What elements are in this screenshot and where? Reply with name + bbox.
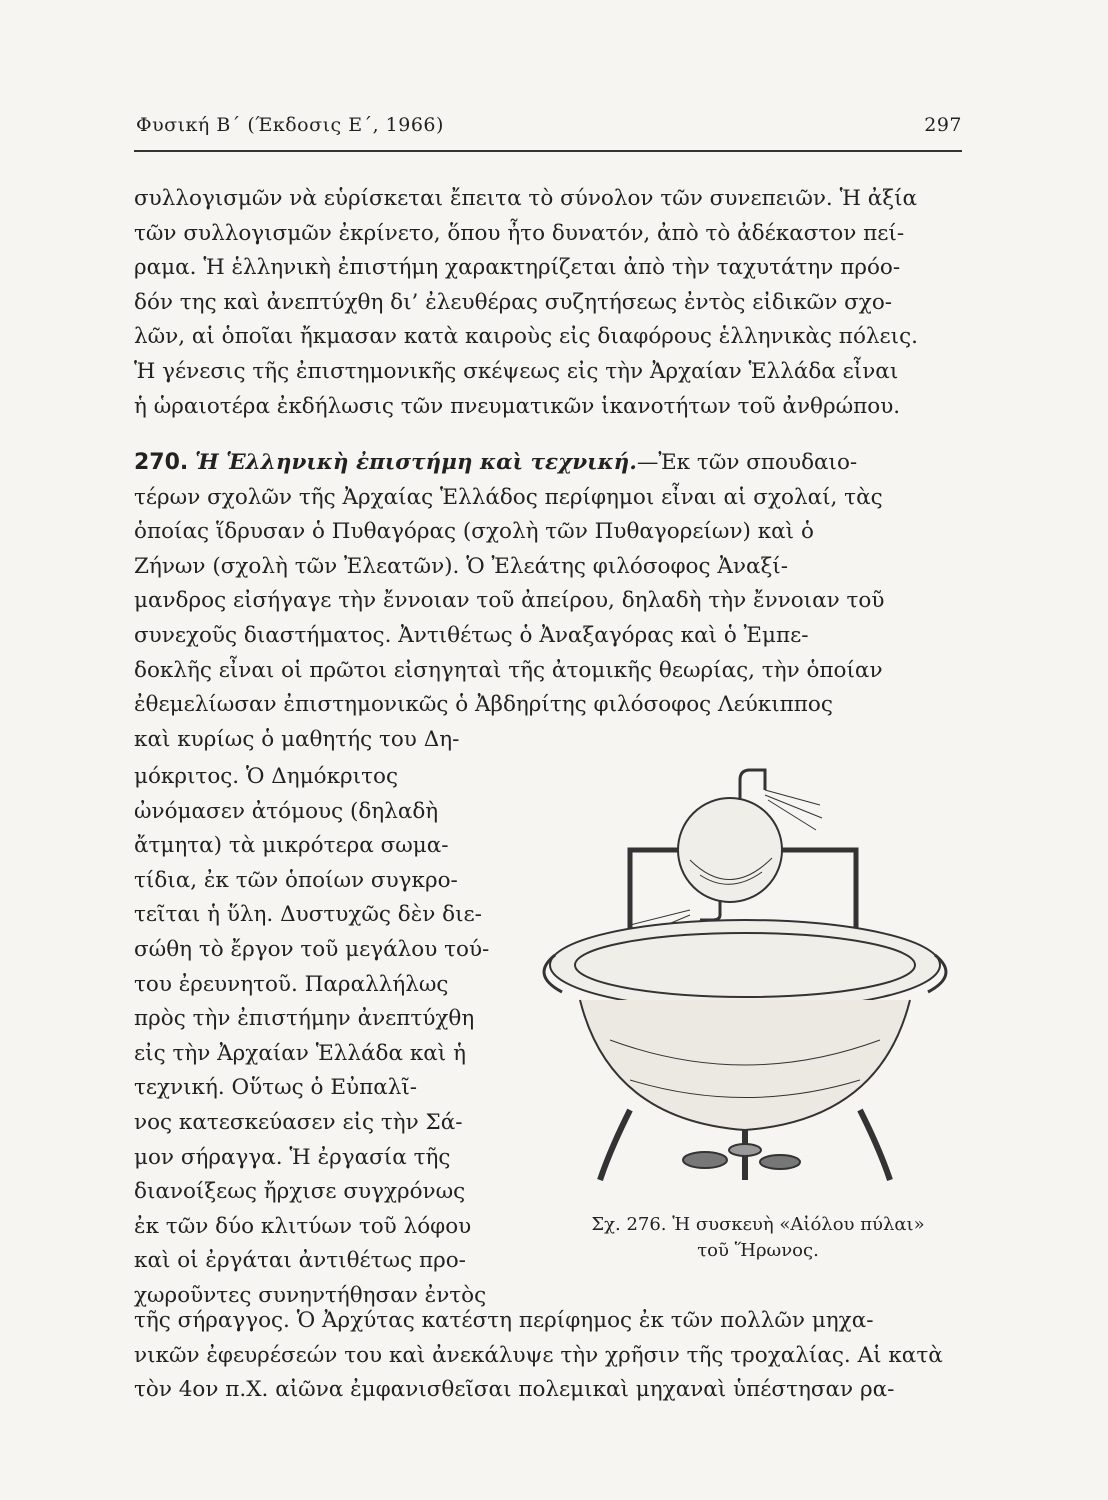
text-line: του ἐρευνητοῦ. Παραλλήλως [134,971,449,997]
page-header [136,114,962,136]
text-line: μον σήραγγα. Ἡ ἐργασία τῆς [134,1144,451,1170]
text-line: τῆς σήραγγος. Ὁ Ἀρχύτας κατέστη περίφημος ἐκ τῶν πολλῶν μηχα- [134,1308,874,1333]
text-line: καὶ οἱ ἐργάται ἀντιθέτως προ- [134,1248,466,1274]
text-line: νικῶν ἐφευρέσεών του καὶ ἀνεκάλυψε τὴν χρῆσιν τῆς τροχαλίας. Αἱ κατὰ [134,1342,943,1368]
text-line: ὠνόμασεν ἀτόμους (δηλαδὴ [134,798,439,824]
running-title: Φυσική Β΄ (Έκδοσις Ε΄, 1966) [136,114,444,136]
text-line: πρὸς τὴν ἐπιστήμην ἀνεπτύχθη [134,1006,475,1032]
text-line: μόκριτος. Ὁ Δημόκριτος [134,764,398,789]
section-first-line: —Ἐκ τῶν σπουδαιο- [636,450,858,475]
text-line: Ζήνων (σχολὴ τῶν Ἐλεατῶν). Ὁ Ἐλεάτης φιλόσοφος Ἀναξί- [134,553,788,579]
text-line: νος κατεσκεύασεν εἰς τὴν Σά- [134,1109,463,1135]
caption-line: Σχ. 276. Ἡ συσκευὴ «Αἰόλου πύλαι» [591,1214,925,1235]
text-line: σώθη τὸ ἔργον τοῦ μεγάλου τού- [134,936,490,962]
caption-line: τοῦ Ἥρωνος. [697,1240,819,1261]
text-line: ραμα. Ἡ ἑλληνικὴ ἐπιστήμη χαρακτηρίζεται ἀπὸ τὴν ταχυτάτην πρόο- [134,255,901,281]
text-line: ὁποίας ἵδρυσαν ὁ Πυθαγόρας (σχολὴ τῶν Πυθαγορείων) καὶ ὁ [134,519,814,545]
text-line: ἐκ τῶν δύο κλιτύων τοῦ λόφου [134,1213,472,1239]
section-number: 270. [134,450,189,475]
section-heading-line [134,446,962,481]
intro-paragraph [134,182,962,424]
aeolipile-illustration [540,760,960,1220]
text-line: τὸν 4ον π.Χ. αἰῶνα ἐμφανισθεῖσαι πολεμικαὶ μηχαναὶ ὑπέστησαν ρα- [134,1377,895,1403]
text-line: διανοίξεως ἤρχισε συγχρόνως [134,1179,466,1205]
figure-caption [548,1212,968,1264]
text-line: χωροῦντες συνηντήθησαν ἐντὸς [134,1282,487,1308]
text-line: ἐθεμελίωσαν ἐπιστημονικῶς ὁ Ἀβδηρίτης φιλόσοφος Λεύκιππος [134,692,833,718]
text-line: καὶ κυρίως ὁ μαθητής του Δη- [134,726,460,752]
text-line: τίδια, ἐκ τῶν ὁποίων συγκρο- [134,867,458,893]
text-line: τεχνική. Οὕτως ὁ Εὐπαλῖ- [134,1075,418,1101]
page-number: 297 [924,114,962,136]
text-line: συνεχοῦς διαστήματος. Ἀντιθέτως ὁ Ἀναξαγόρας καὶ ὁ Ἐμπε- [134,622,809,648]
sphere [678,798,782,902]
text-line: μανδρος εἰσήγαγε τὴν ἔννοιαν τοῦ ἀπείρου, δηλαδὴ τὴν ἔννοιαν τοῦ [134,588,885,614]
text-line: εἰς τὴν Ἀρχαίαν Ἑλλάδα καὶ ἡ [134,1040,466,1066]
text-line: Ἡ γένεσις τῆς ἐπιστημονικῆς σκέψεως εἰς τὴν Ἀρχαίαν Ἑλλάδα εἶναι [134,358,899,384]
narrow-column [134,760,489,1314]
text-line: τῶν συλλογισμῶν ἐκρίνετο, ὅπου ἦτο δυνατόν, ἀπὸ τὸ ἀδέκαστον πεί- [134,220,905,246]
text-line: λῶν, αἱ ὁποῖαι ἤκμασαν κατὰ καιροὺς εἰς διαφόρους ἑλληνικὰς πόλεις. [134,324,918,350]
header-rule [134,150,962,152]
text-line: τεῖται ἡ ὕλη. Δυστυχῶς δὲν διε- [134,902,482,928]
text-line: τέρων σχολῶν τῆς Ἀρχαίας Ἑλλάδος περίφημοι εἶναι αἱ σχολαί, τὰς [134,484,883,510]
bottom-paragraph [134,1304,962,1408]
text-line: δόν της καὶ ἀνεπτύχθη δι’ ἐλευθέρας συζητήσεως ἐντὸς εἰδικῶν σχο- [134,289,893,315]
text-line: συλλογισμῶν νὰ εὑρίσκεται ἔπειτα τὸ σύνολον τῶν συνεπειῶν. Ἡ ἀξία [134,186,918,211]
text-line: δοκλῆς εἶναι οἱ πρῶτοι εἰσηγηταὶ τῆς ἀτομικῆς θεωρίας, τὴν ὁποίαν [134,657,883,683]
text-line: ἄτμητα) τὰ μικρότερα σωμα- [134,833,449,859]
section-title: Ἡ Ἑλληνικὴ ἐπιστήμη καὶ τεχνική. [195,450,637,475]
section-270 [134,446,962,757]
text-line: ἡ ὡραιοτέρα ἐκδήλωσις τῶν πνευματικῶν ἱκανοτήτων τοῦ ἀνθρώπου. [134,393,901,419]
